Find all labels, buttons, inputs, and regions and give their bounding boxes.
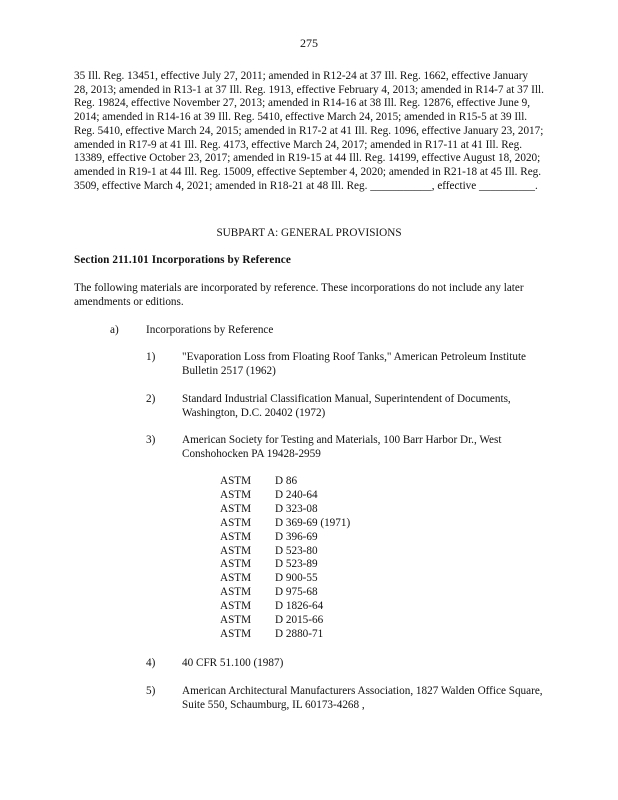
astm-standard-code: D 396-69 bbox=[275, 530, 318, 543]
astm-row bbox=[220, 475, 350, 489]
astm-standards-table bbox=[220, 475, 350, 642]
item-5-text: American Architectural Manufacturers Association, 1827 Walden Office Square, Suite 550, Schaumburg, IL 60173-4268 , bbox=[182, 685, 543, 711]
intro-paragraph: The following materials are incorporated by reference. These incorporations do not include any later amendments or editions. bbox=[74, 282, 524, 308]
astm-row bbox=[220, 572, 350, 586]
subsection-a-title: Incorporations by Reference bbox=[146, 324, 274, 336]
astm-standard-code: D 240-64 bbox=[275, 488, 318, 501]
astm-standard-code: D 2880-71 bbox=[275, 627, 324, 640]
astm-row bbox=[220, 531, 350, 545]
astm-organization: ASTM bbox=[220, 572, 252, 585]
astm-standard-code: D 369-69 (1971) bbox=[275, 516, 351, 529]
astm-row bbox=[220, 614, 350, 628]
astm-row bbox=[220, 586, 350, 600]
item-3-text: American Society for Testing and Materials, 100 Barr Harbor Dr., West Conshohocken PA 19428-2959 bbox=[182, 434, 502, 460]
astm-organization: ASTM bbox=[220, 627, 252, 640]
astm-row bbox=[220, 628, 350, 642]
item-1-number: 1) bbox=[146, 351, 156, 363]
page-number: 275 bbox=[300, 36, 318, 50]
item-3-number: 3) bbox=[146, 434, 156, 446]
item-4-text: 40 CFR 51.100 (1987) bbox=[182, 657, 284, 669]
astm-standard-code: D 323-08 bbox=[275, 502, 318, 515]
astm-row bbox=[220, 489, 350, 503]
subsection-a-marker: a) bbox=[110, 324, 119, 336]
astm-organization: ASTM bbox=[220, 488, 252, 501]
astm-standard-code: D 1826-64 bbox=[275, 600, 324, 613]
astm-organization: ASTM bbox=[220, 614, 252, 627]
astm-organization: ASTM bbox=[220, 502, 252, 515]
astm-standard-code: D 2015-66 bbox=[275, 614, 324, 627]
astm-row bbox=[220, 545, 350, 559]
astm-organization: ASTM bbox=[220, 475, 252, 487]
item-2-text: Standard Industrial Classification Manual, Superintendent of Documents, Washington, D.C. 20402 (1972) bbox=[182, 393, 511, 419]
astm-organization: ASTM bbox=[220, 544, 252, 557]
astm-standard-code: D 975-68 bbox=[275, 586, 318, 599]
astm-organization: ASTM bbox=[220, 530, 252, 543]
section-heading: Section 211.101 Incorporations by Reference bbox=[74, 254, 291, 266]
item-5-number: 5) bbox=[146, 685, 156, 697]
astm-standard-code: D 86 bbox=[275, 475, 298, 487]
astm-organization: ASTM bbox=[220, 586, 252, 599]
astm-row bbox=[220, 517, 350, 531]
astm-standard-code: D 523-80 bbox=[275, 544, 318, 557]
astm-row bbox=[220, 600, 350, 614]
astm-organization: ASTM bbox=[220, 600, 252, 613]
astm-organization: ASTM bbox=[220, 558, 252, 571]
source-note: 35 Ill. Reg. 13451, effective July 27, 2011; amended in R12-24 at 37 Ill. Reg. 1662, effective January 28, 2013; amended in R13-1 at 37 Ill. Reg. 1913, effective February 4, 2013; amended in R14-7 at 37 Ill. Reg. 19824, effective November 27, 2013; amended in R14-16 at 38 Ill. Reg. 12876, effective June 9, 2014; amended in R14-16 at 39 Ill. Reg. 5410, effective March 24, 2015; amended in R15-5 at 39 Ill. Reg. 5410, effective March 24, 2015; amended in R17-2 at 41 Ill. Reg. 1096, effective January 23, 2017; amended in R17-9 at 41 Ill. Reg. 4173, effective March 24, 2017; amended in R17-11 at 41 Ill. Reg. 13389, effective October 23, 2017; amended in R19-15 at 44 Ill. Reg. 14199, effective August 18, 2020; amended in R19-1 at 44 Ill. Reg. 15009, effective September 4, 2020; amended in R21-18 at 45 Ill. Reg. 3509, effective March 4, 2021; amended in R18-21 at 48 Ill. Reg. ___________, effective __________. bbox=[74, 70, 544, 192]
item-2-number: 2) bbox=[146, 393, 156, 405]
subpart-heading: SUBPART A: GENERAL PROVISIONS bbox=[216, 227, 402, 239]
astm-row bbox=[220, 503, 350, 517]
astm-row bbox=[220, 558, 350, 572]
item-4-number: 4) bbox=[146, 657, 156, 669]
item-1-text: "Evaporation Loss from Floating Roof Tanks," American Petroleum Institute Bulletin 2517 (1962) bbox=[182, 351, 527, 377]
astm-standard-code: D 900-55 bbox=[275, 572, 318, 585]
astm-organization: ASTM bbox=[220, 516, 252, 529]
astm-standard-code: D 523-89 bbox=[275, 558, 318, 571]
